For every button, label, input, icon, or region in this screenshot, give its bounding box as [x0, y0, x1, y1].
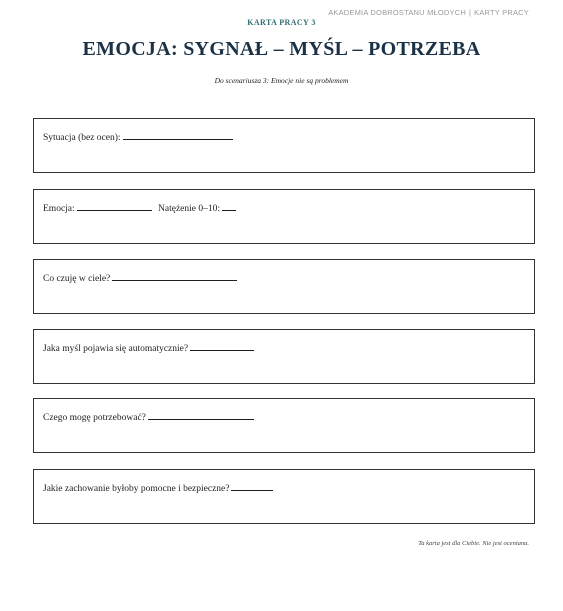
page-subtitle: Do scenariusza 3: Emocje nie są problemem	[214, 76, 349, 85]
worksheet-label: KARTA PRACY 3	[247, 18, 316, 27]
situation-blank[interactable]	[123, 130, 233, 140]
behavior-blank[interactable]	[231, 481, 273, 491]
behavior-row	[43, 481, 273, 494]
thought-blank[interactable]	[190, 341, 254, 351]
emotion-box	[33, 189, 535, 244]
need-label: Czego mogę potrzebować?	[43, 413, 146, 423]
emotion-blank[interactable]	[77, 201, 152, 211]
emotion-label: Emocja:	[43, 204, 75, 214]
automatic-thought-box	[33, 329, 535, 384]
need-blank[interactable]	[148, 410, 254, 420]
footer-note: Ta karta jest dla Ciebie. Nie jest oceniana.	[418, 540, 529, 547]
need-box	[33, 398, 535, 453]
emotion-row	[43, 201, 236, 214]
behavior-label: Jakie zachowanie byłoby pomocne i bezpieczne?	[43, 484, 230, 494]
organization-name: AKADEMIA DOBROSTANU MŁODYCH	[328, 8, 466, 17]
intensity-blank[interactable]	[222, 201, 236, 211]
thought-row	[43, 341, 254, 354]
body-blank[interactable]	[112, 271, 237, 281]
body-sensations-box	[33, 259, 535, 314]
behavior-box	[33, 469, 535, 524]
header-separator: |	[468, 8, 472, 17]
running-header	[328, 8, 529, 17]
body-label: Co czuję w ciele?	[43, 274, 111, 284]
body-row	[43, 271, 237, 284]
situation-box	[33, 118, 535, 173]
situation-label: Sytuacja (bez ocen):	[43, 133, 121, 143]
intensity-label: Natężenie 0–10:	[158, 204, 221, 214]
page-title: EMOCJA: SYGNAŁ – MYŚL – POTRZEBA	[82, 38, 481, 60]
section-name: KARTY PRACY	[474, 8, 529, 17]
situation-row	[43, 130, 233, 143]
need-row	[43, 410, 254, 423]
thought-label: Jaka myśl pojawia się automatycznie?	[43, 344, 189, 354]
